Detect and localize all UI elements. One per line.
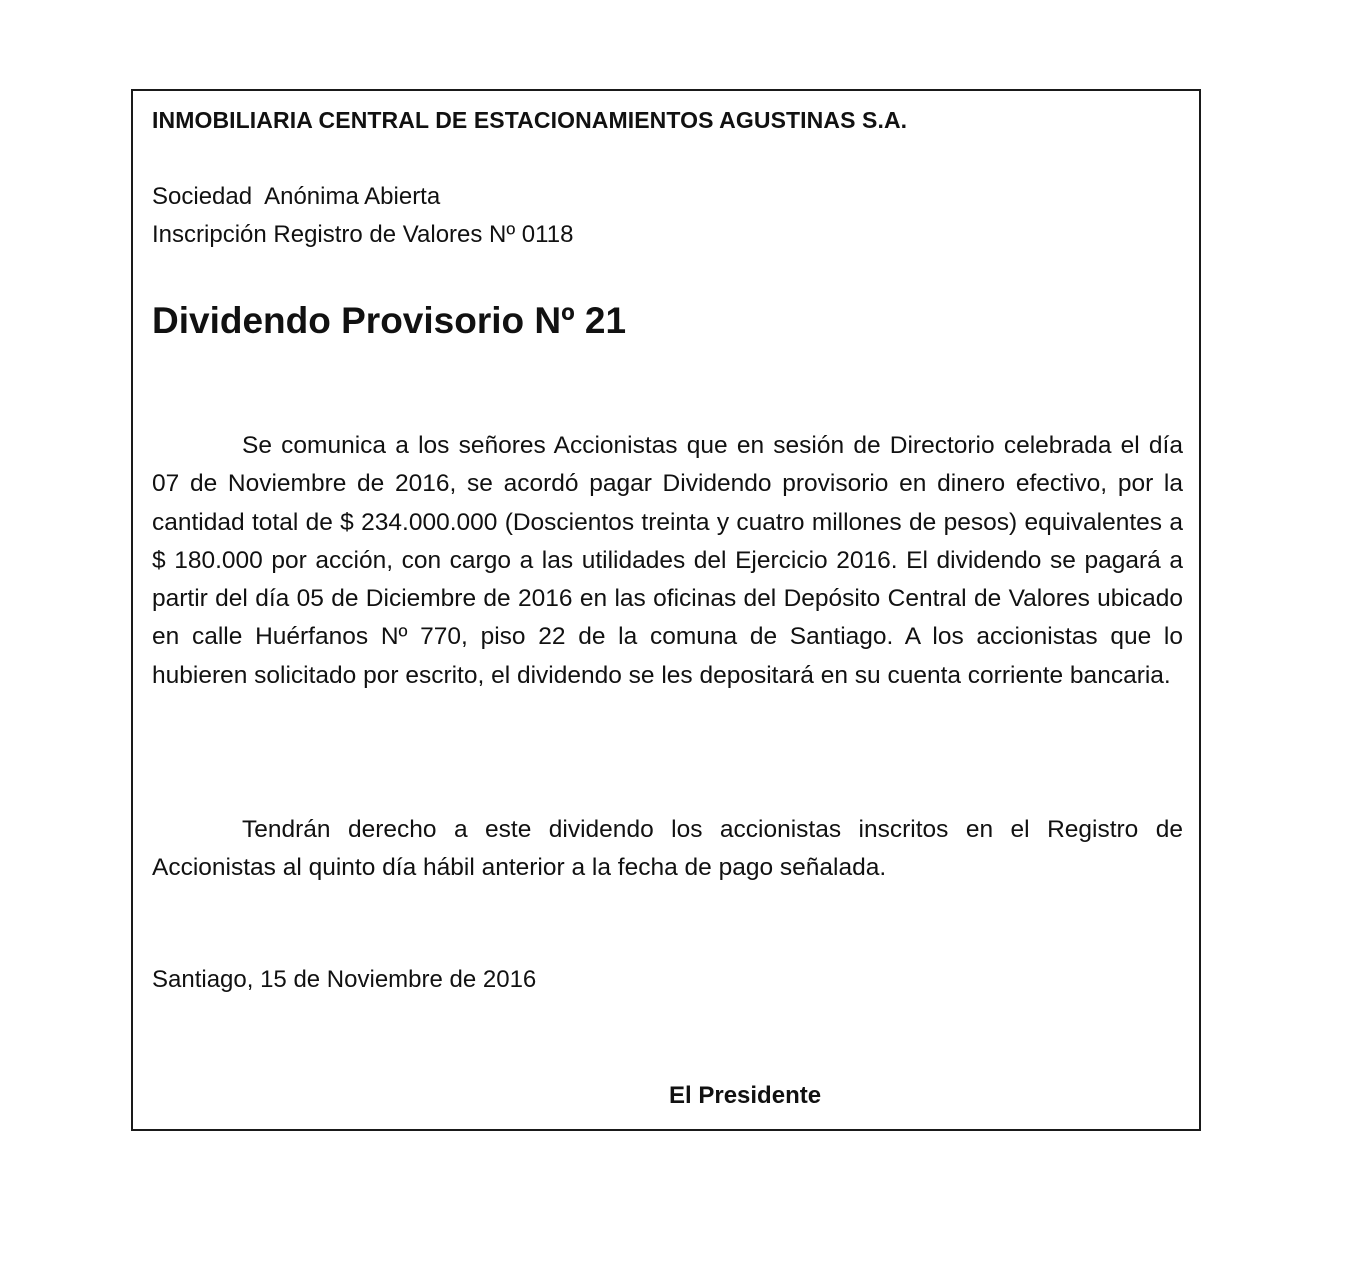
registry-inscription: Inscripción Registro de Valores Nº 0118 — [152, 221, 574, 248]
signature-president: El Presidente — [669, 1082, 822, 1109]
place-date-line: Santiago, 15 de Noviembre de 2016 — [152, 966, 537, 993]
announcement-paragraph: Se comunica a los señores Accionistas que en sesión de Directorio celebrada el día 07 de Noviembre de 2016, se acordó pagar Dividendo provisorio en dinero efectivo, por la cantidad total de $ 234.000.000 (Doscientos treinta y cuatro millones de pesos) equivalentes a $ 180.000 por acción, con cargo a las utilidades del Ejercicio 2016. El dividendo se pagará a partir del día 05 de Diciembre de 2016 en las oficinas del Depósito Central de Valores ubicado en calle Huérfanos Nº 770, piso 22 de la comuna de Santiago. A los accionistas que lo hubieren solicitado por escrito, el dividendo se les depositará en su cuenta corriente bancaria. — [152, 432, 1183, 689]
dividend-title: Dividendo Provisorio Nº 21 — [152, 300, 627, 341]
entitlement-paragraph: Tendrán derecho a este dividendo los accionistas inscritos en el Registro de Accionistas al quinto día hábil anterior a la fecha de pago señalada. — [152, 816, 1183, 882]
company-name: INMOBILIARIA CENTRAL DE ESTACIONAMIENTOS AGUSTINAS S.A. — [152, 107, 908, 133]
society-type: Sociedad Anónima Abierta — [152, 183, 441, 210]
